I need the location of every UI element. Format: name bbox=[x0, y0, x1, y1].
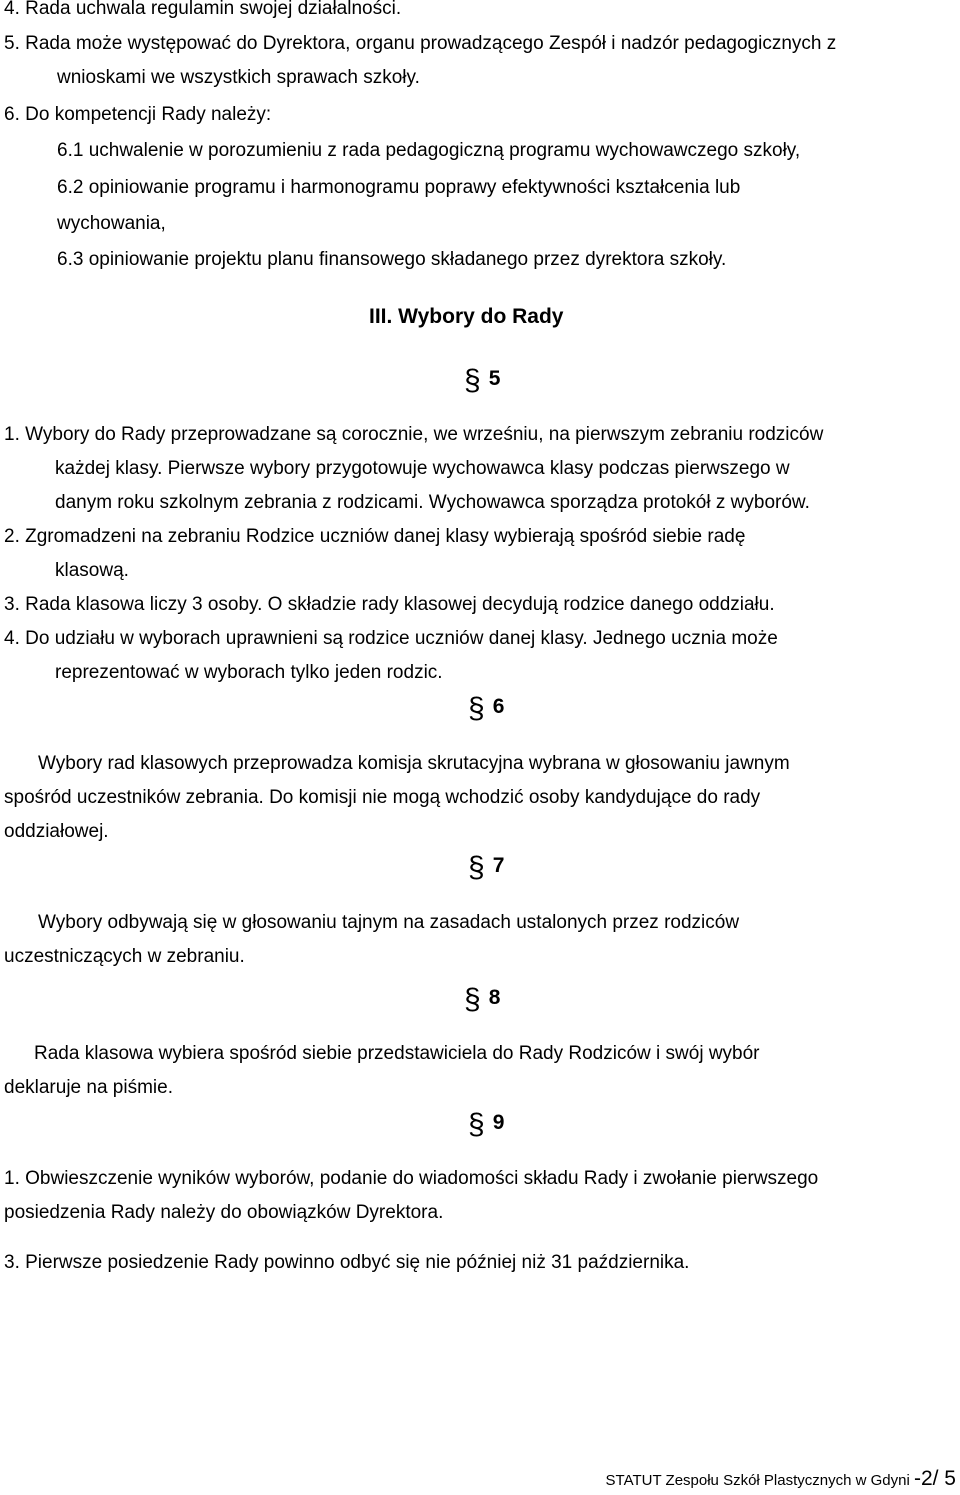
para5-line: 1. Wybory do Rady przeprowadzane są corocznie, we wrześniu, na pierwszym zebraniu rodziców bbox=[4, 424, 824, 445]
para9-line: 1. Obwieszczenie wyników wyborów, podanie do wiadomości składu Rady i zwołanie pierwszego bbox=[4, 1168, 819, 1189]
paragraph-number: 9 bbox=[492, 1111, 505, 1134]
section-sign-icon: § bbox=[468, 1108, 485, 1141]
paragraph-7-heading bbox=[468, 849, 504, 885]
para9-line: 3. Pierwsze posiedzenie Rady powinno odbyć się nie później niż 31 października. bbox=[4, 1252, 690, 1273]
para7-line: uczestniczących w zebraniu. bbox=[4, 946, 245, 967]
para8-line: deklaruje na piśmie. bbox=[4, 1077, 173, 1098]
para6-line: oddziałowej. bbox=[4, 821, 109, 842]
paragraph-9-heading bbox=[468, 1106, 504, 1142]
page-number: -2/ 5 bbox=[913, 1467, 956, 1490]
list-item-4: 4. Rada uchwala regulamin swojej działalności. bbox=[4, 0, 402, 19]
paragraph-5-heading bbox=[464, 362, 500, 398]
section-title: III. Wybory do Rady bbox=[369, 305, 564, 328]
paragraph-8-heading bbox=[464, 981, 500, 1017]
list-item-6: 6. Do kompetencji Rady należy: bbox=[4, 104, 272, 125]
para8-line: Rada klasowa wybiera spośród siebie przedstawiciela do Rady Rodziców i swój wybór bbox=[34, 1043, 760, 1064]
para6-line: spośród uczestników zebrania. Do komisji nie mogą wchodzić osoby kandydujące do rady bbox=[4, 787, 761, 808]
para5-line: klasową. bbox=[55, 560, 129, 581]
para5-line: danym roku szkolnym zebrania z rodzicami. Wychowawca sporządza protokół z wyborów. bbox=[55, 492, 810, 513]
paragraph-number: 6 bbox=[492, 695, 505, 718]
para5-line: 4. Do udziału w wyborach uprawnieni są rodzice uczniów danej klasy. Jednego ucznia może bbox=[4, 628, 778, 649]
section-sign-icon: § bbox=[464, 983, 481, 1016]
footer-text: STATUT Zespołu Szkół Plastycznych w Gdyni bbox=[605, 1472, 910, 1489]
list-item-6-1: 6.1 uchwalenie w porozumieniu z rada pedagogiczną programu wychowawczego szkoły, bbox=[57, 140, 801, 161]
section-sign-icon: § bbox=[468, 692, 485, 725]
para6-line: Wybory rad klasowych przeprowadza komisja skrutacyjna wybrana w głosowaniu jawnym bbox=[38, 753, 790, 774]
para7-line: Wybory odbywają się w głosowaniu tajnym na zasadach ustalonych przez rodziców bbox=[38, 912, 740, 933]
para5-line: każdej klasy. Pierwsze wybory przygotowuje wychowawca klasy podczas pierwszego w bbox=[55, 458, 790, 479]
paragraph-number: 7 bbox=[492, 854, 505, 877]
para5-line: 3. Rada klasowa liczy 3 osoby. O składzie rady klasowej decydują rodzice danego oddziału. bbox=[4, 594, 775, 615]
list-item-6-3: 6.3 opiniowanie projektu planu finansowego składanego przez dyrektora szkoły. bbox=[57, 249, 727, 270]
paragraph-number: 5 bbox=[488, 367, 501, 390]
section-sign-icon: § bbox=[468, 851, 485, 884]
para5-line: 2. Zgromadzeni na zebraniu Rodzice uczniów danej klasy wybierają spośród siebie radę bbox=[4, 526, 746, 547]
para5-line: reprezentować w wyborach tylko jeden rodzic. bbox=[55, 662, 443, 683]
section-sign-icon: § bbox=[464, 364, 481, 397]
paragraph-number: 8 bbox=[488, 986, 501, 1009]
paragraph-6-heading bbox=[468, 690, 504, 726]
list-item-6-2: 6.2 opiniowanie programu i harmonogramu poprawy efektywności kształcenia lub bbox=[57, 177, 741, 198]
list-item-5: 5. Rada może występować do Dyrektora, organu prowadzącego Zespół i nadzór pedagogicznych z bbox=[4, 33, 837, 54]
para9-line: posiedzenia Rady należy do obowiązków Dyrektora. bbox=[4, 1202, 444, 1223]
page-footer bbox=[606, 1469, 956, 1491]
list-item-6-2-cont: wychowania, bbox=[57, 213, 166, 234]
list-item-5-cont: wnioskami we wszystkich sprawach szkoły. bbox=[57, 67, 420, 88]
